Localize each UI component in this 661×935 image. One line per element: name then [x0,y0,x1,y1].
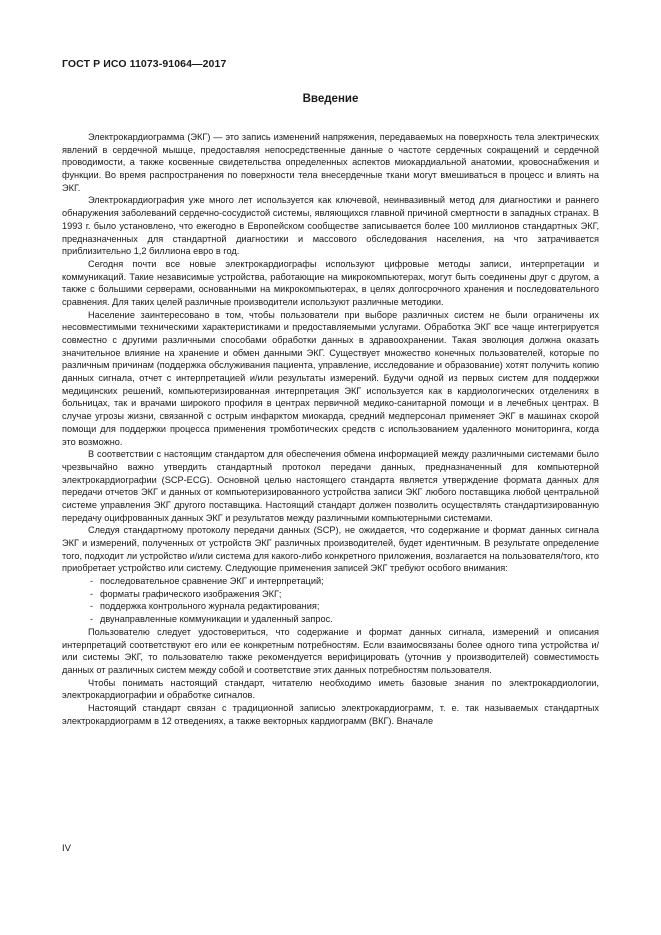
paragraph: Электрокардиография уже много лет используется как ключевой, неинвазивный метод для диагностики и раннего обнаружения заболеваний сердечно-сосудистой системы, являющихся главной причиной смертности в западных странах. В 1993 г. было установлено, что ежегодно в Европейском сообществе записывается более 100 миллионов стандартных ЭКГ, предназначенных для стандартной диагностики и массового обследования населения, на что затрачивается приблизительно 1,2 биллиона евро в год. [62,195,599,257]
document-body [62,131,599,727]
requirements-list [62,575,599,626]
list-item-text: последовательное сравнение ЭКГ и интерпретаций; [100,576,324,587]
list-item-text: поддержка контрольного журнала редактирования; [100,601,320,612]
list-item [62,613,599,626]
page-number: IV [62,843,71,854]
list-item [62,588,599,601]
list-dash: - [90,576,94,587]
paragraph: Следуя стандартному протоколу передачи данных (SCP), не ожидается, что содержание и формат данных сигнала ЭКГ и измерений, полученных от устройств ЭКГ различных производителей, будет идентичным. В результате определение того, подходит ли устройство и/или система для какого-либо конкретного приложения, возлагается на пользователя/того, кто приобретает устройство или систему. Следующие применения записей ЭКГ требуют особого внимания: [62,525,599,574]
paragraph: Пользователю следует удостовериться, что содержание и формат данных сигнала, измерений и описания интерпретаций соответствуют его или ее конкретным потребностям. Если взаимосвязаны более одного типа устройства и/или системы ЭКГ, то пользователю также рекомендуется верифицировать (уточнив у производителей) совместимость данных от различных систем между собой и соответствие этих данных потребностям пользователя. [62,626,599,675]
paragraph: В соответствии с настоящим стандартом для обеспечения обмена информацией между различными системами было чрезвычайно важно утвердить стандартный протокол передачи данных, предназначенный для компьютерной электрокардиографии (SCP-ECG). Основной целью настоящего стандарта является утверждение формата данных для передачи отчетов ЭКГ и данных от компьютеризированного устройства записи ЭКГ любого поставщика любой центральной системе управления ЭКГ другого поставщика. Настоящий стандарт должен позволить осуществлять стандартизированную передачу оцифрованных данных ЭКГ и результатов между различными компьютерными системами. [62,449,599,523]
list-dash: - [90,588,94,599]
list-item-text: форматы графического изображения ЭКГ; [100,588,282,599]
paragraph: Сегодня почти все новые электрокардиографы используют цифровые методы записи, интерпретации и коммуникаций. Такие независимые устройства, работающие на микрокомпьютерах, могут быть соединены друг с другом, а также с большими серверами, основанными на микрокомпьютерах, в целях долгосрочного хранения и последовательного сравнения. Для таких целей различные производители используют различные методики. [62,258,599,307]
paragraph: Население заинтересовано в том, чтобы пользователи при выборе различных систем не были ограничены их несовместимыми техническими характеристиками и предоставляемыми услугами. Обработка ЭКГ все чаще интегрируется совместно с другими различными способами обработки данных в здравоохранении. Такая эволюция должна оказать значительное влияние на хранение и обмен данными ЭКГ. Существует множество конечных пользователей, которые по различным причинам (поддержка обслуживания пациента, управление, исследование и образование) хотят получить копию данных сигнала, отчет с интерпретацией и/или результаты измерений. Будучи одной из первых систем для поддержки медицинских решений, компьютеризированная интерпретация ЭКГ используется как в кардиологических отделениях в больницах, так и врачами широкого профиля в центрах первичной медико-санитарной помощи и в лечебных центрах. В случае угрозы жизни, связанной с острым инфарктом миокарда, средний медперсонал применяет ЭКГ в машинах скорой помощи для поддержки процесса применения тромботических средств с использованием удаленного мониторинга, когда это возможно. [62,309,599,447]
document-header: ГОСТ Р ИСО 11073-91064—2017 [62,58,227,70]
paragraph: Электрокардиограмма (ЭКГ) — это запись изменений напряжения, передаваемых на поверхность тела электрических явлений в сердечной мышце, предоставляя непосредственные данные о частоте сердечных сокращений и сердечной проводимости, а также косвенные свидетельства определенных аспектов миокардиальной анатомии, кровоснабжения и функции. Во время распространения по поверхности тела внесердечные ткани могут вмешиваться в процесс и влиять на ЭКГ. [62,132,599,193]
list-item [62,600,599,613]
list-dash: - [90,601,94,612]
section-title: Введение [302,93,359,105]
list-dash: - [90,614,94,625]
list-item-text: двунаправленные коммуникации и удаленный запрос. [100,614,333,625]
paragraph: Чтобы понимать настоящий стандарт, читателю необходимо иметь базовые знания по электрокардиологии, электрокардиографии и обработке сигналов. [62,677,599,701]
list-item [62,575,599,588]
paragraph: Настоящий стандарт связан с традиционной записью электрокардиограмм, т. е. так называемых стандартных электрокардиограмм в 12 отведениях, а также векторных кардиограмм (ВКГ). Вначале [62,702,599,726]
